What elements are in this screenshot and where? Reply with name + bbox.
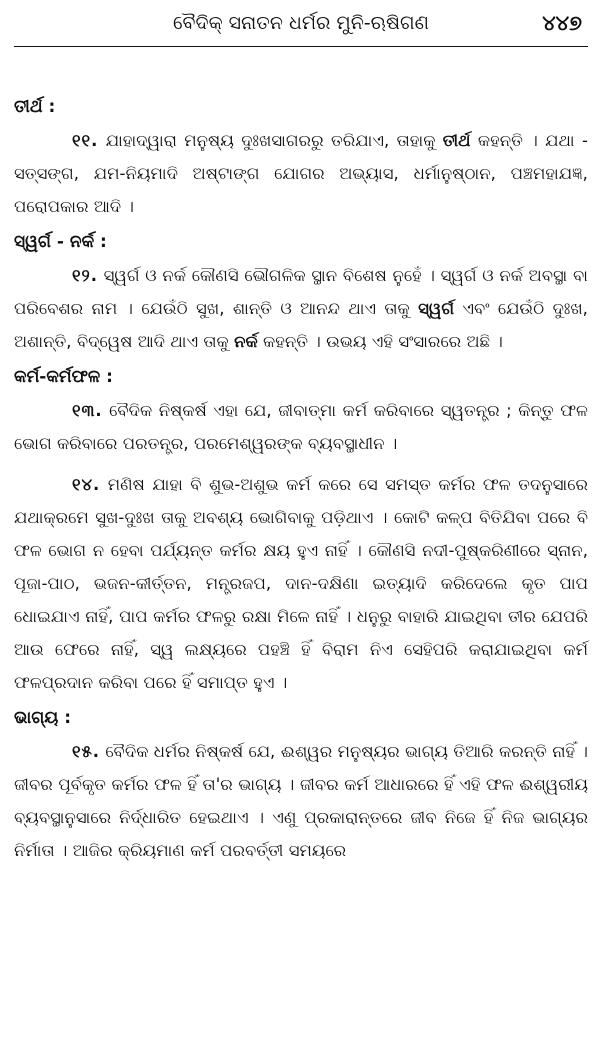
paragraph-text: କହନ୍ତି । ଯଥା - ସତ୍‌ସଙ୍ଗ, ଯମ-ନିୟମାଦି ଅଷ୍ଟାଙ୍ଗ ଯୋଗର ଅଭ୍ୟାସ, ଧର୍ମାନୁଷ୍ଠାନ, ପଞ୍ଚମହାଯଜ୍ଞ, ପରୋପକାର ଆଦି । [14,131,588,216]
emphasized-term: ନର୍କ [234,332,258,351]
paragraph-number: ୧୨. [72,266,98,285]
paragraph-12 [14,259,588,358]
page-body [14,46,588,867]
paragraph-number: ୧୪. [72,475,101,494]
paragraph-text: ମଣିଷ ଯାହା ବି ଶୁଭ-ଅଶୁଭ କର୍ମ କରେ ସେ ସମସ୍ତ କର୍ମର ଫଳ ତଦନୁସାରେ ଯଥାକ୍ରମେ ସୁଖ-ଦୁଃଖ ତାକୁ ଅବଶ୍ୟ ଭୋଗିବାକୁ ପଡ଼ିଥାଏ । କୋଟି କଳ୍ପ ବିତିଯିବା ପରେ ବି ଫଳ ଭୋଗ ନ ହେବା ପର୍ଯ୍ୟନ୍ତ କର୍ମର କ୍ଷୟ ହୁଏ ନାହିଁ । କୌଣସି ନଦୀ-ପୁଷ୍କରିଣୀରେ ସ୍ନାନ, ପୂଜା-ପାଠ, ଭଜନ-କୀର୍ତ୍ତନ, ମନ୍ତ୍ରଜପ, ଦାନ-ଦକ୍ଷିଣା ଇତ୍ୟାଦି କରିଦେଲେ କୃତ ପାପ ଧୋଇଯାଏ ନାହିଁ, ପାପ କର୍ମର ଫଳରୁ ରକ୍ଷା ମିଳେ ନାହିଁ । ଧନୁରୁ ବାହାରି ଯାଇଥିବା ତୀର ଯେପରି ଆଉ ଫେରେ ନାହିଁ, ସ୍ୱ ଲକ୍ଷ୍ୟରେ ପହଞ୍ଚି ହିଁ ବିରାମ ନିଏ ସେହିପରି କରାଯାଇଥିବା କର୍ମ ଫଳପ୍ରଦାନ କରିବା ପରେ ହିଁ ସମାପ୍ତ ହୁଏ । [14,475,588,692]
paragraph-11 [14,124,588,223]
emphasized-term: ସ୍ୱର୍ଗ [418,299,455,318]
paragraph-text: ସ୍ୱର୍ଗ ଓ ନର୍କ କୌଣସି ଭୌଗଳିକ ସ୍ଥାନ ବିଶେଷ ନୁହେଁ । ସ୍ୱର୍ଗ ଓ ନର୍କ ଅବସ୍ଥା ବା ପରିବେଶର ନାମ । ଯେଉଁଠି ସୁଖ, ଶାନ୍ତି ଓ ଆନନ୍ଦ ଥାଏ ତାକୁ [14,266,588,318]
paragraph-text: ଯାହାଦ୍ୱାରା ମନୁଷ୍ୟ ଦୁଃଖସାଗରରୁ ତରିଯାଏ, ତାହାକୁ [105,131,443,150]
page-header [14,0,588,46]
paragraph-number: ୧୧. [72,131,99,150]
section-heading-tirtha: ତୀର୍ଥ : [14,97,56,117]
paragraph-13 [14,394,588,460]
paragraph-15 [14,735,588,867]
running-title: ବୈଦିକ୍ ସନାତନ ଧର୍ମର ମୁନି-ଋଷିଗଣ [173,12,429,34]
header-rule [14,46,588,47]
page-number: ୪୪୭ [542,11,582,35]
paragraph-text: ଏବଂ ଯେଉଁଠି ଦୁଃଖ, ଅଶାନ୍ତି, ବିଦ୍ୱେଷ ଆଦି ଥାଏ ତାକୁ [14,299,588,351]
paragraph-text: ବୈଦିକ ନିଷ୍କର୍ଷ ଏହା ଯେ, ଜୀବାତ୍ମା କର୍ମ କରିବାରେ ସ୍ୱତନ୍ତ୍ର ; କିନ୍ତୁ ଫଳ ଭୋଗ କରିବାରେ ପରତନ୍ତ୍ର, ପରମେଶ୍ୱରଙ୍କ ବ୍ୟବସ୍ଥାଧୀନ । [14,401,588,453]
paragraph-14 [14,468,588,699]
section-heading-karma-karmaphala: କର୍ମ-କର୍ମଫଳ : [14,367,113,387]
paragraph-text: କହନ୍ତି । ଉଭୟ ଏହି ସଂସାରରେ ଅଛି । [257,332,503,351]
paragraph-number: ୧୫. [72,742,100,761]
section-heading-swarga-narka: ସ୍ୱର୍ଗ - ନର୍କ : [14,232,107,252]
section-heading-bhagya: ଭାଗ୍ୟ : [14,708,72,728]
paragraph-text: ବୈଦିକ ଧର୍ମର ନିଷ୍କର୍ଷ ଯେ, ଈଶ୍ୱର ମନୁଷ୍ୟର ଭାଗ୍ୟ ତିଆରି କରନ୍ତି ନାହିଁ । ଜୀବର ପୂର୍ବକୃତ କର୍ମର ଫଳ ହିଁ ତା'ର ଭାଗ୍ୟ । ଜୀବର କର୍ମ ଆଧାରରେ ହିଁ ଏହି ଫଳ ଈଶ୍ୱରୀୟ ବ୍ୟବସ୍ଥାନୁସାରେ ନିର୍ଦ୍ଧାରିତ ହେଇଥାଏ । ଏଣୁ ପ୍ରକାରାନ୍ତରେ ଜୀବ ନିଜେ ହିଁ ନିଜ ଭାଗ୍ୟର ନିର୍ମାତା । ଆଜିର କ୍ରିୟମାଣ କର୍ମ ପରବର୍ତ୍ତୀ ସମୟରେ [14,742,588,860]
emphasized-term: ତୀର୍ଥ [442,131,471,150]
paragraph-number: ୧୩. [72,401,103,420]
